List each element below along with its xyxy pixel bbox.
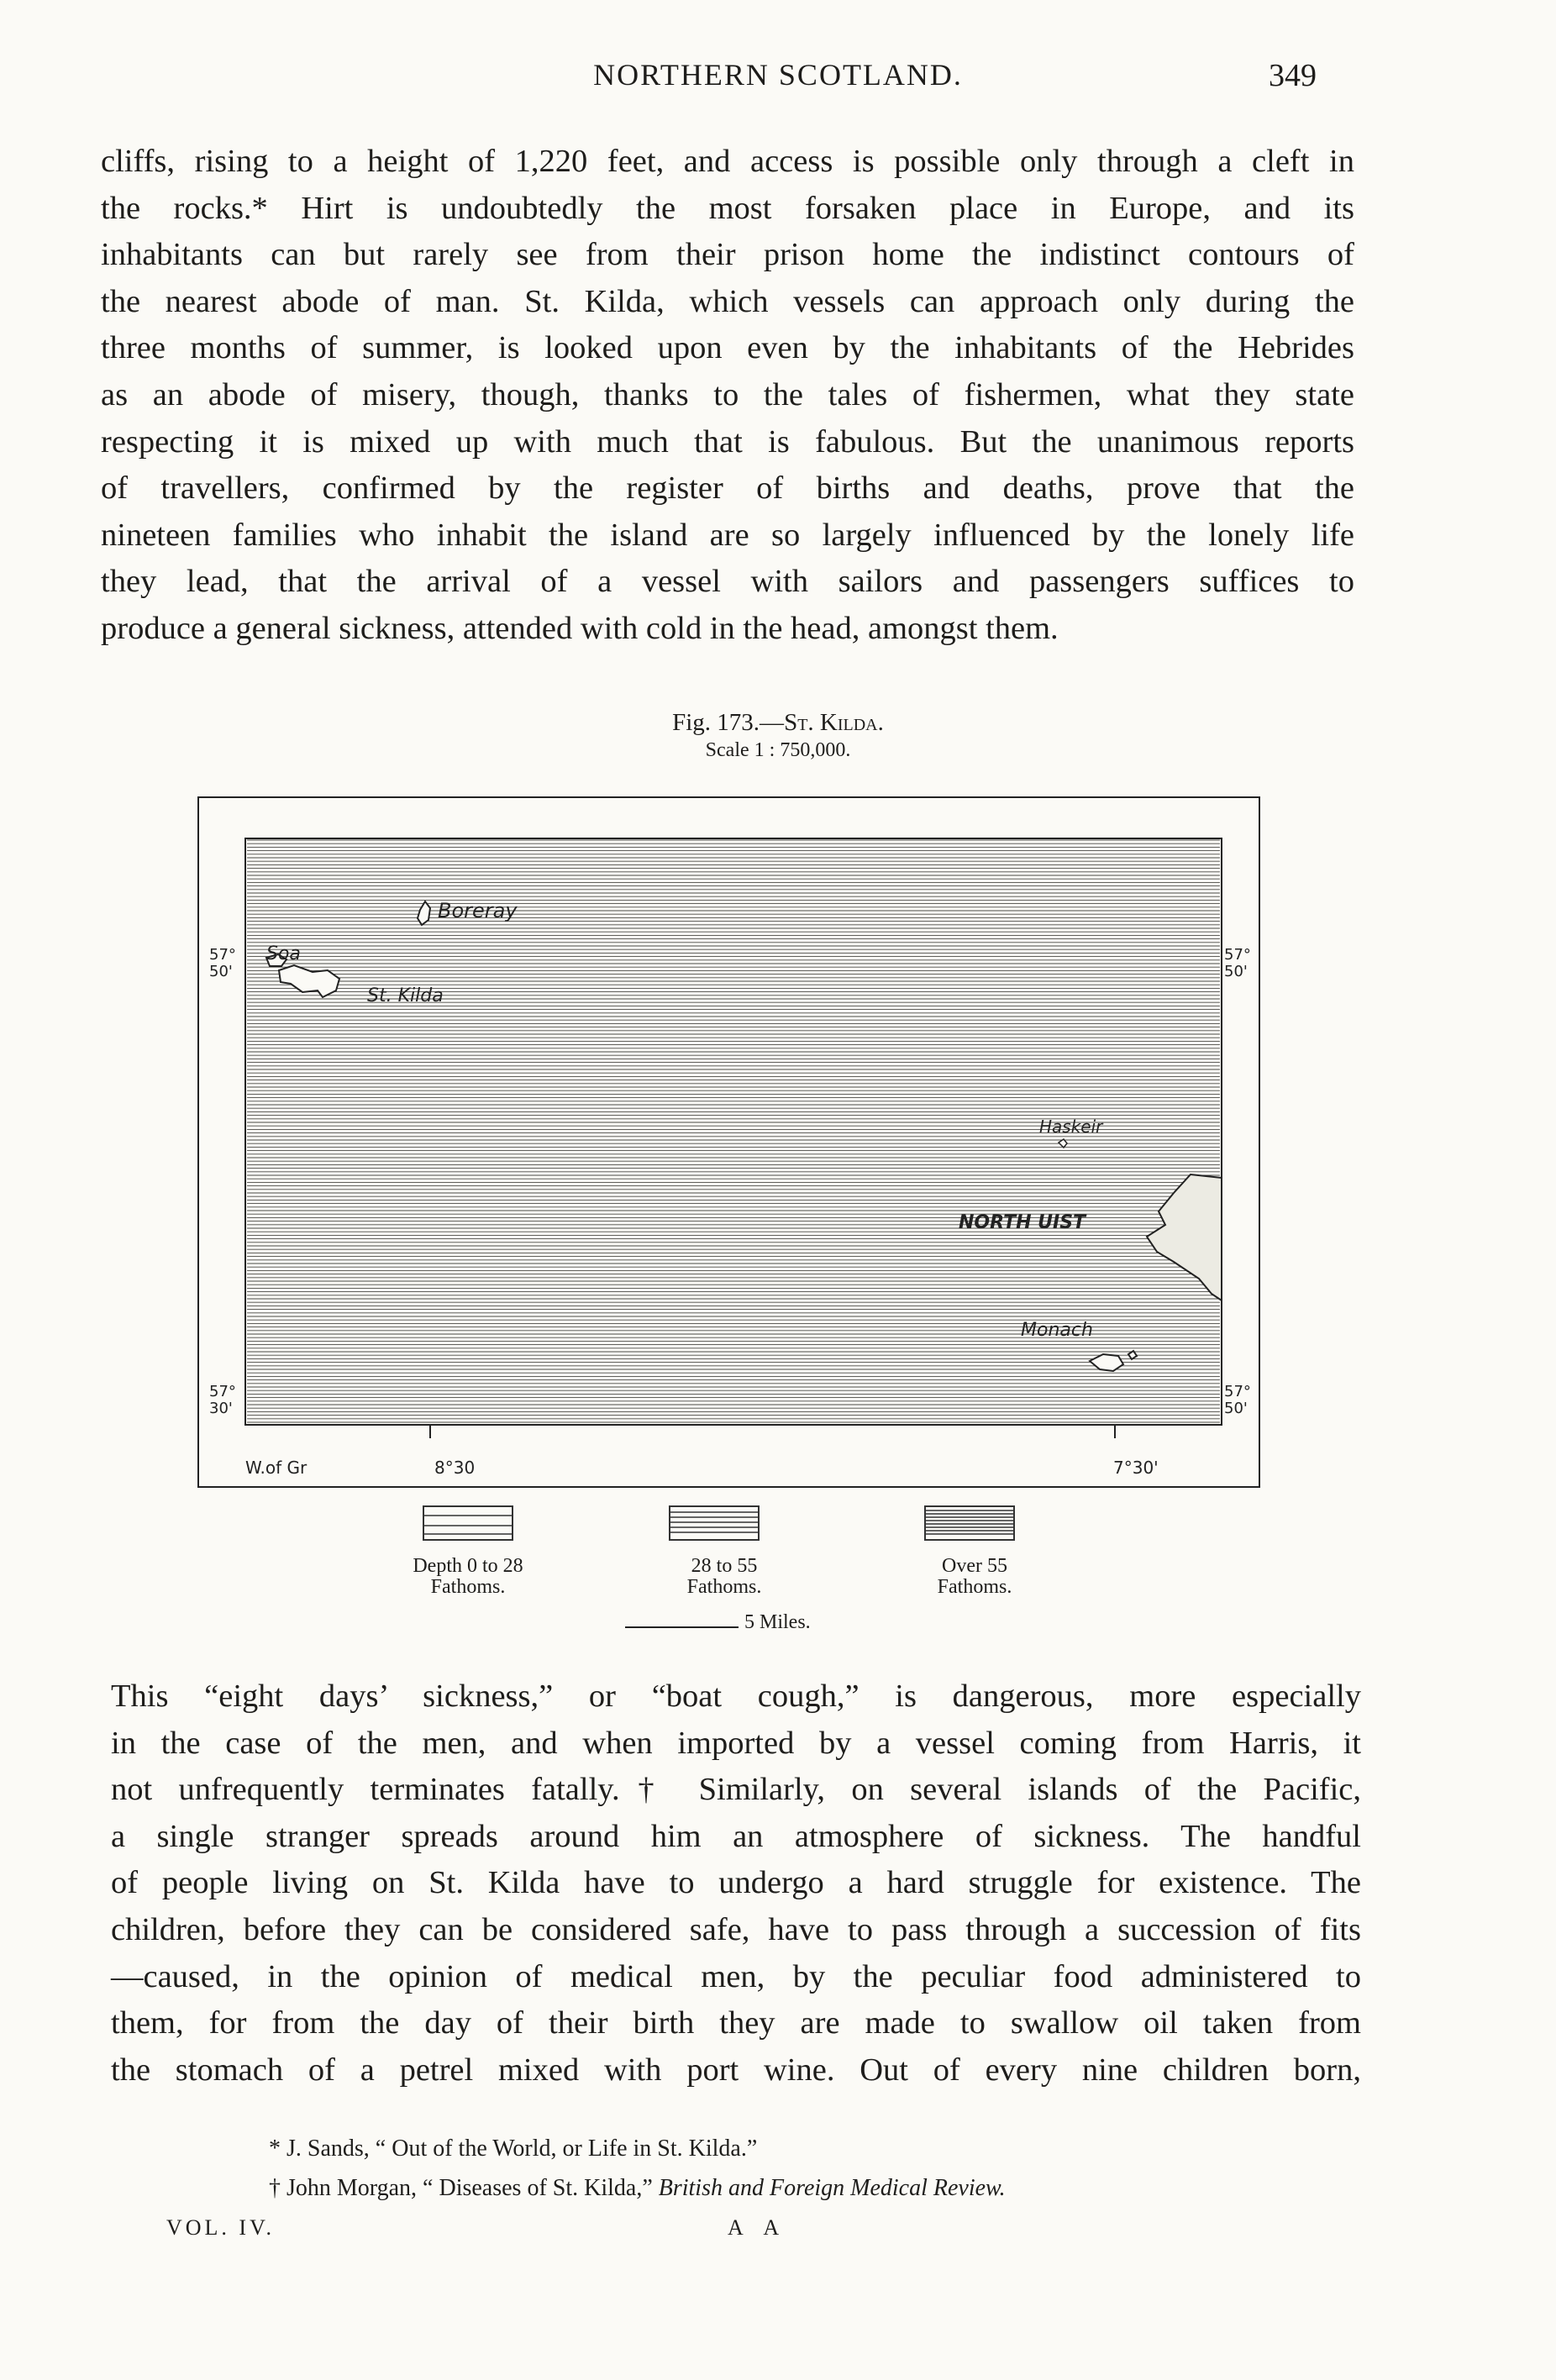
- lat-right-bottom-min: 50': [1224, 1400, 1248, 1417]
- legend-label-shallow: [367, 1556, 569, 1598]
- text-line: a single stranger spreads around him an atmosphere of sickness. The handful: [111, 1818, 1361, 1854]
- legend-label-deep-line2: Fathoms.: [937, 1576, 1012, 1598]
- label-st-kilda: St. Kilda: [367, 985, 444, 1006]
- label-boreray: Boreray: [438, 899, 518, 922]
- text-line: they lead, that the arrival of a vessel with sailors and passengers suffices to: [101, 564, 1354, 600]
- footnote-2: [269, 2173, 1006, 2204]
- legend-label-medium-line1: 28 to 55: [691, 1555, 758, 1577]
- lat-left-bottom-min: 30': [209, 1400, 233, 1417]
- st-kilda-map: [197, 796, 1260, 1488]
- legend-label-medium-line2: Fathoms.: [686, 1576, 762, 1598]
- lat-left-top-min: 50': [209, 963, 233, 980]
- st-kilda-island: [279, 965, 339, 997]
- volume-signature: VOL. IV.: [166, 2215, 276, 2240]
- lat-right-top-deg: 57°: [1224, 946, 1251, 964]
- figure-title: St. Kilda.: [784, 709, 884, 736]
- footnote-1: * J. Sands, “ Out of the World, or Life in St. Kilda.”: [269, 2136, 758, 2162]
- label-haskeir: Haskeir: [1039, 1116, 1103, 1137]
- north-uist-coast: [1147, 1174, 1222, 1300]
- page-number: 349: [1269, 58, 1317, 93]
- text-line: the stomach of a petrel mixed with port wine. Out of every nine children born,: [111, 2052, 1361, 2088]
- footnote-2-text: † John Morgan, “ Diseases of St. Kilda,”: [269, 2175, 653, 2201]
- legend-swatch-medium-hatch: [670, 1507, 758, 1539]
- text-line: nineteen families who inhabit the island are so largely influenced by the lonely life: [101, 517, 1354, 553]
- haskeir-island: [1059, 1139, 1067, 1148]
- legend-label-shallow-line1: Depth 0 to 28: [413, 1555, 523, 1577]
- lat-left-bottom-deg: 57°: [209, 1383, 236, 1400]
- text-line-last: produce a general sickness, attended with cold in the head, amongst them.: [101, 610, 1059, 646]
- monach-islands: [1090, 1351, 1137, 1371]
- legend-label-deep-line1: Over 55: [942, 1555, 1007, 1577]
- text-line: of travellers, confirmed by the register of births and deaths, prove that the: [101, 470, 1354, 507]
- paragraph-2: [111, 1673, 1361, 2094]
- text-line: respecting it is mixed up with much that is fabulous. But the unanimous reports: [101, 423, 1354, 460]
- lon-origin-label: W.of Gr: [245, 1458, 308, 1478]
- text-line: three months of summer, is looked upon even by the inhabitants of the Hebrides: [101, 330, 1354, 366]
- legend-label-deep: [874, 1556, 1075, 1598]
- legend-swatch-deep-hatch: [926, 1507, 1013, 1539]
- legend-label-medium: [623, 1556, 825, 1598]
- figure-number: Fig. 173.—: [672, 709, 785, 736]
- lat-left-top-deg: 57°: [209, 946, 236, 964]
- label-soa: Soa: [266, 943, 301, 964]
- label-monach: Monach: [1021, 1320, 1093, 1341]
- footnote-2-journal: British and Foreign Medical Review.: [658, 2175, 1006, 2201]
- scale-bar: [625, 1626, 739, 1628]
- lat-right-top-min: 50': [1224, 963, 1248, 980]
- legend-swatch-medium: [669, 1505, 760, 1541]
- sheet-signature: A A: [728, 2215, 788, 2240]
- text-line: them, for from the day of their birth they are made to swallow oil taken from: [111, 2005, 1361, 2041]
- legend-swatch-shallow-hatch: [424, 1507, 512, 1539]
- lat-right-bottom-deg: 57°: [1224, 1383, 1251, 1400]
- text-line: the nearest abode of man. St. Kilda, which vessels can approach only during the: [101, 283, 1354, 319]
- scale-bar-label: 5 Miles.: [744, 1611, 811, 1633]
- text-line: of people living on St. Kilda have to undergo a hard struggle for existence. The: [111, 1865, 1361, 1901]
- text-line: inhabitants can but rarely see from their prison home the indistinct contours of: [101, 237, 1354, 273]
- legend-label-shallow-line2: Fathoms.: [430, 1576, 506, 1598]
- lon-7-30-label: 7°30': [1113, 1458, 1159, 1478]
- legend-swatch-shallow: [423, 1505, 513, 1541]
- running-title: NORTHERN SCOTLAND.: [593, 58, 963, 92]
- text-line: children, before they can be considered safe, have to pass through a succession of fits: [111, 1911, 1361, 1947]
- paragraph-1: [101, 139, 1354, 653]
- text-line: This “eight days’ sickness,” or “boat cough,” is dangerous, more especially: [111, 1679, 1361, 1714]
- text-line: the rocks.* Hirt is undoubtedly the most forsaken place in Europe, and its: [101, 190, 1354, 226]
- text-line: not unfrequently terminates fatally.† Similarly, on several islands of the Pacific,: [111, 1772, 1361, 1808]
- map-graphic: [199, 798, 1262, 1489]
- text-line: in the case of the men, and when imported by a vessel coming from Harris, it: [111, 1725, 1361, 1761]
- text-line: cliffs, rising to a height of 1,220 feet, and access is possible only through a cleft in: [101, 144, 1354, 179]
- figure-scale: Scale 1 : 750,000.: [705, 739, 851, 761]
- figure-caption: [0, 709, 1556, 737]
- text-line: as an abode of misery, though, thanks to the tales of fishermen, what they state: [101, 376, 1354, 412]
- text-line: —caused, in the opinion of medical men, by the peculiar food administered to: [111, 1958, 1361, 1994]
- lon-8-30-label: 8°30: [434, 1458, 476, 1478]
- legend-swatch-deep: [924, 1505, 1015, 1541]
- label-north-uist: NORTH UIST: [959, 1212, 1086, 1233]
